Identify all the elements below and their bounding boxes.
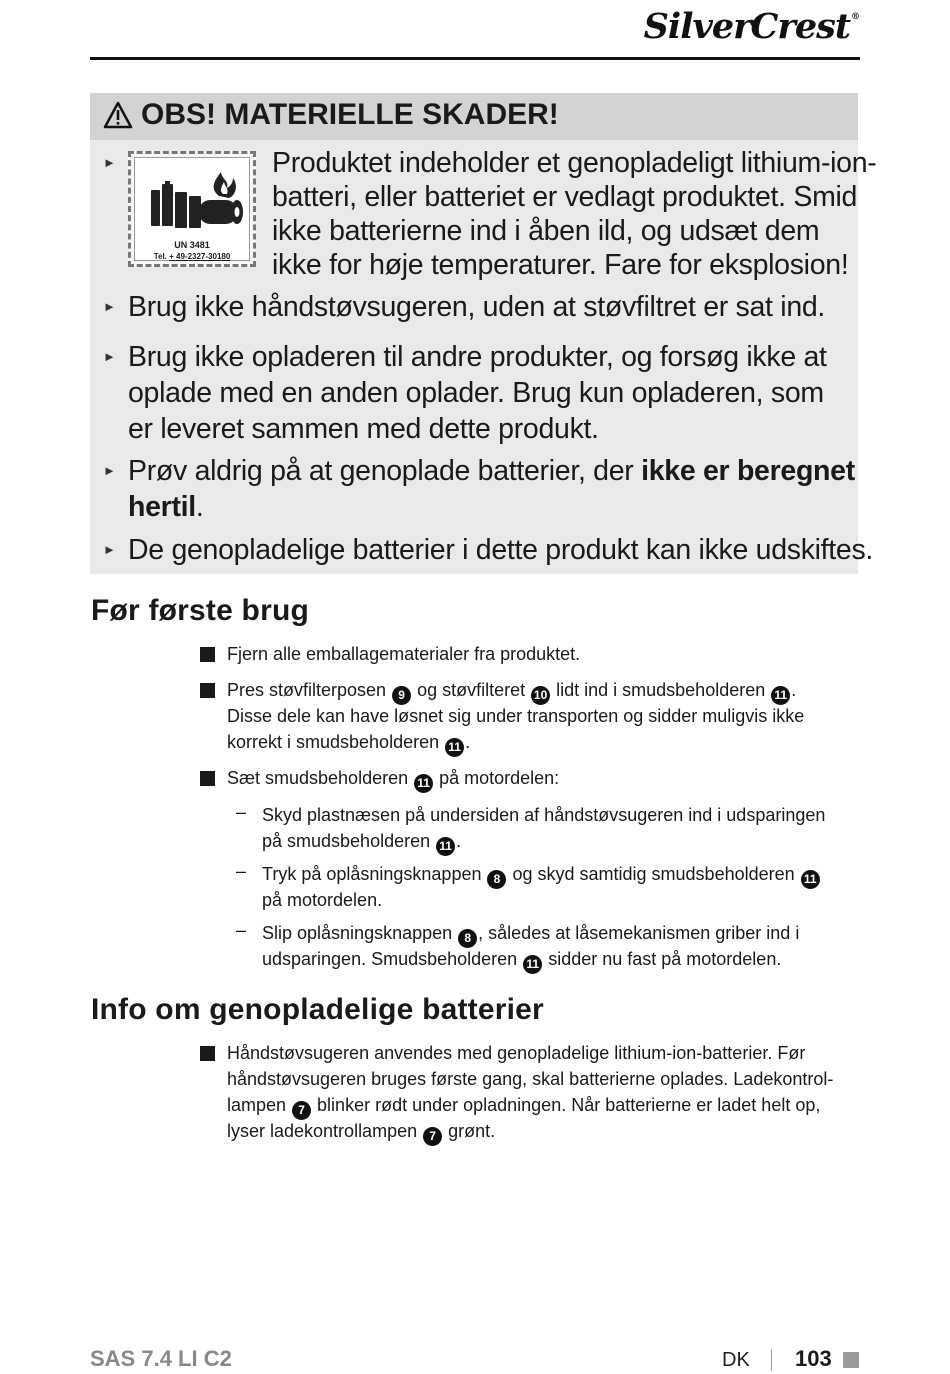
phone-digits: + 49-2327-30180 bbox=[169, 252, 231, 261]
first-use-step-2-line-2: Disse dele kan have løsnet sig under transporten og sidder muligvis ikke bbox=[227, 706, 805, 726]
text: udsparingen. Smudsbeholderen bbox=[262, 949, 523, 969]
warning-item-1-line-4: ikke for høje temperaturer. Fare for eksplosion! bbox=[272, 249, 849, 281]
warning-item-1-line-1: Produktet indeholder et genopladeligt lithium-ion- bbox=[272, 147, 877, 179]
text: på smudsbeholderen bbox=[262, 831, 436, 851]
part-number-badge: 11 bbox=[801, 870, 820, 889]
text: . bbox=[791, 680, 797, 700]
page-number: 103 bbox=[795, 1346, 832, 1371]
substep-1-line-1: Skyd plastnæsen på undersiden af håndstøvsugeren ind i udsparingen bbox=[262, 805, 826, 825]
un-number: UN 3481 bbox=[174, 240, 210, 250]
part-number-badge: 7 bbox=[423, 1127, 442, 1146]
text: Pres støvfilterposen bbox=[227, 680, 392, 700]
warning-item-1-line-3: ikke batterierne ind i åben ild, og udsæt dem bbox=[272, 215, 820, 247]
part-number-badge: 11 bbox=[523, 955, 542, 974]
dash-bullet: – bbox=[236, 920, 247, 940]
text: lampen bbox=[227, 1095, 292, 1115]
substep-2-line-1 bbox=[262, 861, 821, 889]
model-number: SAS 7.4 LI C2 bbox=[90, 1346, 232, 1371]
language-code: DK bbox=[722, 1349, 750, 1371]
warning-item-4-bold-2: hertil bbox=[128, 491, 196, 523]
text: på motordelen: bbox=[434, 768, 560, 788]
footer-separator bbox=[771, 1349, 772, 1371]
section-heading-first-use: Før første brug bbox=[91, 594, 309, 627]
warning-item-2: Brug ikke håndstøvsugeren, uden at støvfiltret er sat ind. bbox=[128, 291, 826, 323]
part-number-badge: 8 bbox=[487, 870, 506, 889]
phone-number bbox=[135, 252, 249, 261]
text: blinker rødt under opladningen. Når batterierne er ladet helt op, bbox=[312, 1095, 821, 1115]
bullet-arrow-icon: ► bbox=[103, 299, 116, 314]
page-marker-square bbox=[843, 1352, 859, 1368]
battery-info-line-1: Håndstøvsugeren anvendes med genopladelige lithium-ion-batterier. Før bbox=[227, 1043, 806, 1063]
warning-item-4-bold: ikke er beregnet bbox=[641, 455, 855, 487]
text: og støvfilteret bbox=[412, 680, 531, 700]
bullet-square-icon bbox=[200, 1046, 215, 1061]
text: grønt. bbox=[443, 1121, 496, 1141]
section-heading-batteries: Info om genopladelige batterier bbox=[91, 993, 544, 1026]
battery-warning-label bbox=[128, 151, 256, 267]
text: lidt ind i smudsbeholderen bbox=[551, 680, 771, 700]
part-number-badge: 11 bbox=[445, 738, 464, 757]
warning-title bbox=[103, 98, 559, 132]
bullet-arrow-icon: ► bbox=[103, 542, 116, 557]
dash-bullet: – bbox=[236, 861, 247, 881]
text: sidder nu fast på motordelen. bbox=[543, 949, 782, 969]
dash-bullet: – bbox=[236, 802, 247, 822]
part-number-badge: 11 bbox=[436, 837, 455, 856]
battery-info-line-4 bbox=[227, 1118, 495, 1146]
warning-item-3-line-3: er leveret sammen med dette produkt. bbox=[128, 413, 599, 445]
part-number-badge: 11 bbox=[414, 774, 433, 793]
text: , således at låsemekanismen griber ind i bbox=[478, 923, 800, 943]
bullet-arrow-icon: ► bbox=[103, 349, 116, 364]
bullet-square-icon bbox=[200, 771, 215, 786]
warning-item-3-line-2: oplade med en anden oplader. Brug kun opladeren, som bbox=[128, 377, 824, 409]
warning-triangle-icon bbox=[103, 101, 133, 129]
registered-mark: ® bbox=[851, 12, 859, 22]
part-number-badge: 10 bbox=[531, 686, 550, 705]
substep-3-line-1 bbox=[262, 920, 799, 948]
first-use-step-1: Fjern alle emballagematerialer fra produktet. bbox=[227, 644, 581, 664]
bullet-square-icon bbox=[200, 683, 215, 698]
bullet-square-icon bbox=[200, 647, 215, 662]
substep-1-line-2 bbox=[262, 828, 461, 856]
part-number-badge: 9 bbox=[392, 686, 411, 705]
brand-logo bbox=[644, 6, 858, 47]
substep-3-line-2 bbox=[262, 946, 781, 974]
battery-info-line-2: håndstøvsugeren bruges første gang, skal batterierne oplades. Ladekontrol- bbox=[227, 1069, 834, 1089]
warning-item-4-line-2 bbox=[128, 490, 204, 524]
text: . bbox=[465, 732, 471, 752]
part-number-badge: 8 bbox=[458, 929, 477, 948]
first-use-step-2-line-1 bbox=[227, 677, 796, 705]
text: Sæt smudsbeholderen bbox=[227, 768, 414, 788]
part-number-badge: 7 bbox=[292, 1101, 311, 1120]
warning-item-3-line-1: Brug ikke opladeren til andre produkter, og forsøg ikke at bbox=[128, 341, 827, 373]
substep-2-line-2: på motordelen. bbox=[262, 890, 383, 910]
warning-item-4-line-1 bbox=[128, 454, 855, 488]
text: Slip oplåsningsknappen bbox=[262, 923, 458, 943]
bullet-arrow-icon: ► bbox=[103, 155, 116, 170]
warning-item-1-line-2: batteri, eller batteriet er vedlagt produktet. Smid bbox=[272, 181, 858, 213]
text: korrekt i smudsbeholderen bbox=[227, 732, 445, 752]
bullet-arrow-icon: ► bbox=[103, 463, 116, 478]
text: og skyd samtidig smudsbeholderen bbox=[507, 864, 800, 884]
warning-item-4-post: . bbox=[195, 491, 204, 523]
text: Tryk på oplåsningsknappen bbox=[262, 864, 487, 884]
part-number-badge: 11 bbox=[771, 686, 790, 705]
first-use-step-3 bbox=[227, 765, 559, 793]
brand-name: SilverCrest bbox=[643, 6, 850, 47]
header-rule bbox=[90, 57, 860, 60]
battery-fire-icon bbox=[149, 166, 245, 236]
warning-item-4-pre: Prøv aldrig på at genoplade batterier, der bbox=[128, 455, 642, 487]
first-use-step-2-line-3 bbox=[227, 729, 470, 757]
text: . bbox=[456, 831, 462, 851]
phone-prefix: Tel. bbox=[153, 252, 170, 261]
text: lyser ladekontrollampen bbox=[227, 1121, 423, 1141]
warning-title-text: OBS! MATERIELLE SKADER! bbox=[141, 98, 559, 131]
battery-info-line-3 bbox=[227, 1092, 820, 1120]
battery-label-inner bbox=[134, 157, 250, 261]
warning-item-5: De genopladelige batterier i dette produkt kan ikke udskiftes. bbox=[128, 534, 874, 566]
